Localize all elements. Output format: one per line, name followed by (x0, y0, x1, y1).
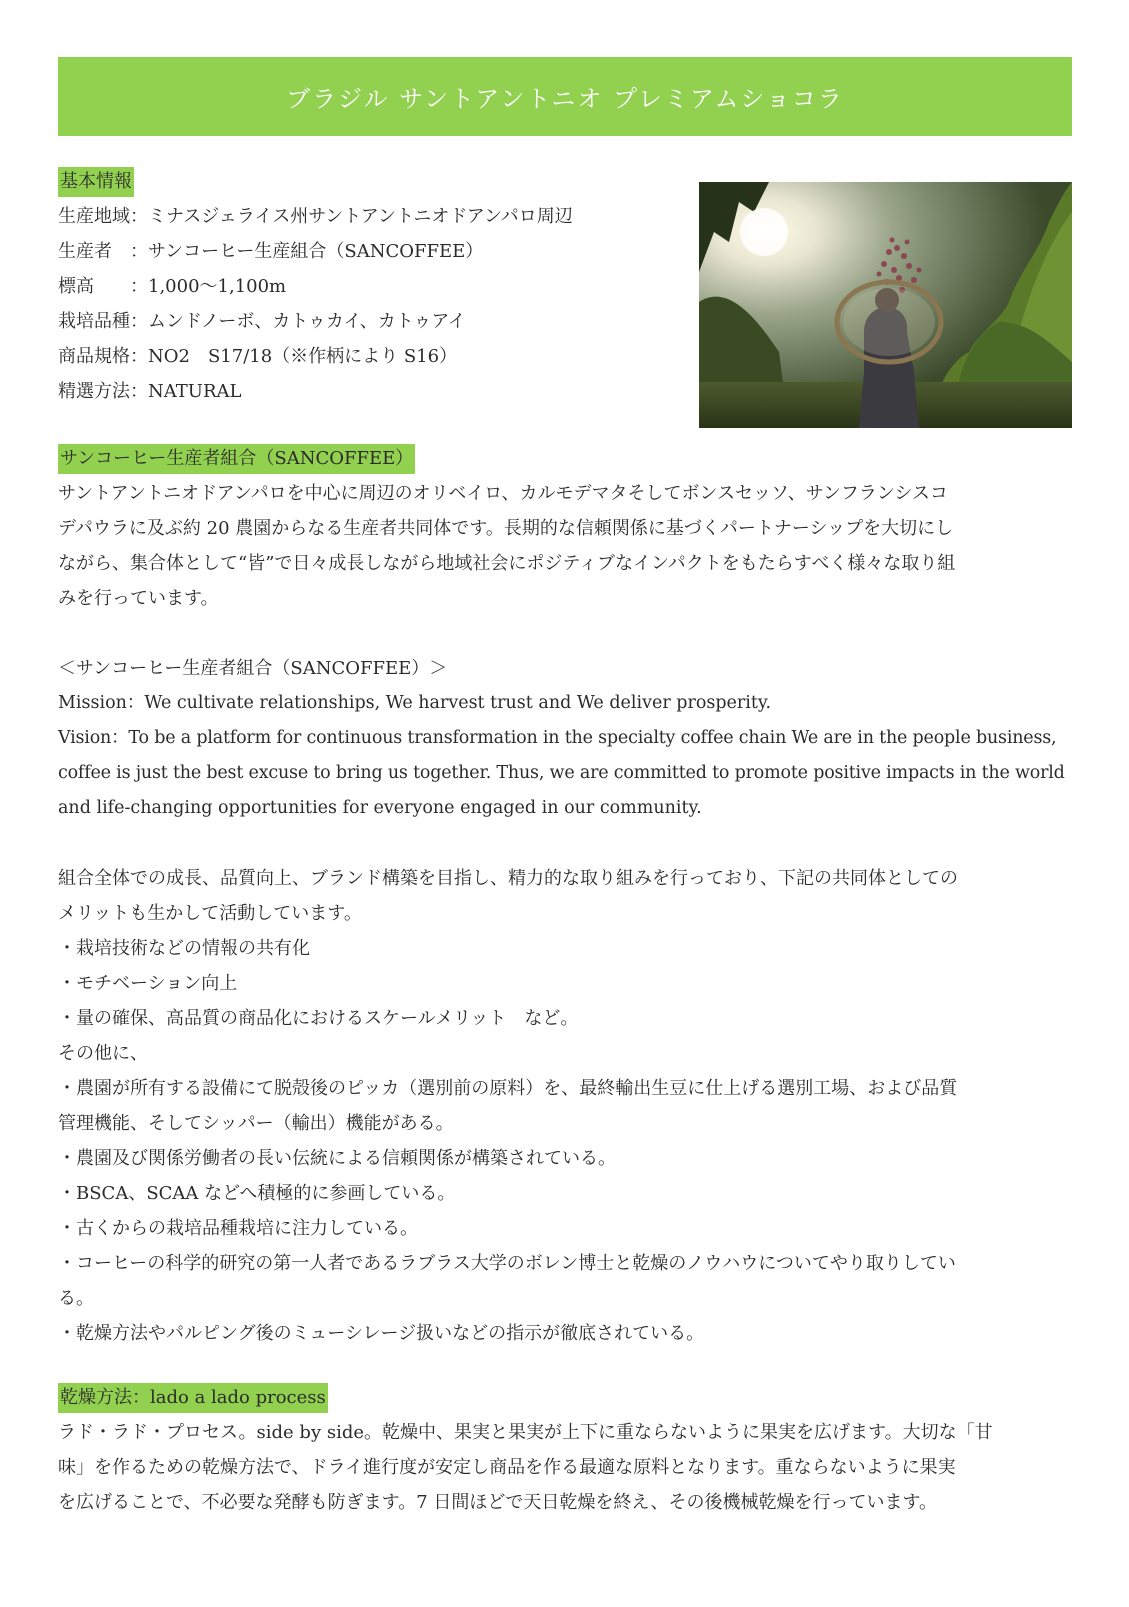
bullet-item: ・BSCA、SCAA などへ積極的に参画している。 (58, 1183, 456, 1204)
bullet-item: ・コーヒーの科学的研究の第一人者であるラブラス大学のボレン博士と乾燥のノウハウについてやり取りしてい (58, 1253, 956, 1274)
info-sep: ： (130, 206, 148, 227)
title-banner (58, 57, 1072, 136)
info-sep: ： (130, 311, 148, 332)
info-row-variety (58, 304, 678, 339)
mission-section (58, 651, 1072, 826)
paragraph-line: 管理機能、そしてシッパー（輸出）機能がある。 (58, 1113, 454, 1134)
info-row-region (58, 199, 678, 234)
info-row-altitude (58, 269, 678, 304)
bullet-item: ・モチベーション向上 (58, 973, 238, 994)
info-value: NATURAL (148, 381, 242, 402)
info-sep: ： (130, 381, 148, 402)
vision-line: coffee is just the best excuse to bring us together. Thus, we are committed to promote positive impacts in the world (58, 763, 1065, 783)
paragraph-line: 組合全体での成長、品質向上、ブランド構築を目指し、精力的な取り組みを行っており、下記の共同体としての (58, 868, 958, 889)
bullet-item: ・乾燥方法やパルピング後のミューシレージ扱いなどの指示が徹底されている。 (58, 1323, 705, 1344)
bullet-item: ・量の確保、高品質の商品化におけるスケールメリット など。 (58, 1008, 579, 1029)
bullet-item: ・農園及び関係労働者の長い伝統による信頼関係が構築されている。 (58, 1148, 616, 1169)
bullet-item: ・農園が所有する設備にて脱殻後のピッカ（選別前の原料）を、最終輸出生豆に仕上げる選別工場、および品質 (58, 1078, 958, 1099)
info-value: ミナスジェライス州サントアントニオドアンパロ周辺 (148, 206, 573, 227)
info-sep: ： (130, 346, 148, 367)
info-label: 生産者 (58, 241, 112, 262)
drying-heading: 乾燥方法：lado a lado process (58, 1383, 328, 1413)
paragraph-line: る。 (58, 1288, 94, 1309)
info-value: NO2 S17/18（※作柄により S16） (148, 346, 458, 367)
info-value: ムンドノーボ、カトゥカイ、カトゥアイ (148, 311, 466, 332)
sancoffee-section (58, 441, 1072, 616)
coffee-harvest-photo (699, 182, 1072, 428)
info-label: 商品規格 (58, 346, 130, 367)
paragraph-line: 味」を作るための乾燥方法で、ドライ進行度が安定し商品を作る最適な原料となります。重ならないように果実 (58, 1457, 956, 1478)
info-row-grade (58, 339, 678, 374)
info-label: 栽培品種 (58, 311, 130, 332)
mission-line: Mission：We cultivate relationships, We harvest trust and We deliver prosperity. (58, 693, 772, 713)
info-sep: ： (112, 241, 148, 262)
paragraph-line: デパウラに及ぶ約 20 農園からなる生産者共同体です。長期的な信頼関係に基づくパートナーシップを大切にし (58, 518, 954, 539)
info-label: 標高 (58, 276, 94, 297)
info-row-process (58, 374, 678, 409)
info-row-producer (58, 234, 678, 269)
info-sep: ： (94, 276, 148, 297)
vision-line: and life-changing opportunities for everyone engaged in our community. (58, 798, 702, 818)
info-value: サンコーヒー生産組合（SANCOFFEE） (148, 241, 484, 262)
paragraph-line: サントアントニオドアンパロを中心に周辺のオリベイロ、カルモデマタそしてボンスセッソ、サンフランシスコ (58, 483, 948, 504)
paragraph-line: ながら、集合体として“皆”で日々成長しながら地域社会にポジティブなインパクトをもたらすべく様々な取り組 (58, 553, 956, 574)
basic-info-section (58, 164, 678, 409)
drying-section (58, 1380, 1072, 1520)
sancoffee-heading: サンコーヒー生産者組合（SANCOFFEE） (58, 444, 415, 474)
bullet-item: ・栽培技術などの情報の共有化 (58, 938, 310, 959)
info-label: 精選方法 (58, 381, 130, 402)
paragraph-line: を広げることで、不必要な発酵も防ぎます。7 日間ほどで天日乾燥を終え、その後機械乾燥を行っています。 (58, 1492, 938, 1513)
vision-line: Vision：To be a platform for continuous transformation in the specialty coffee chain We are in the people business, (58, 728, 1057, 748)
mission-subheading: ＜サンコーヒー生産者組合（SANCOFFEE）＞ (58, 658, 448, 679)
page-title: ブラジル サントアントニオ プレミアムショコラ (286, 85, 844, 113)
bullet-item: ・古くからの栽培品種栽培に注力している。 (58, 1218, 418, 1239)
basic-info-heading: 基本情報 (58, 167, 134, 197)
info-value: 1,000〜1,100m (148, 276, 287, 297)
paragraph-line: その他に、 (58, 1043, 148, 1064)
paragraph-line: ラド・ラド・プロセス。side by side。乾燥中、果実と果実が上下に重ならないように果実を広げます。大切な「甘 (58, 1422, 993, 1443)
benefits-section (58, 861, 1072, 1351)
paragraph-line: メリットも生かして活動しています。 (58, 903, 362, 924)
info-label: 生産地域 (58, 206, 130, 227)
paragraph-line: みを行っています。 (58, 588, 219, 609)
